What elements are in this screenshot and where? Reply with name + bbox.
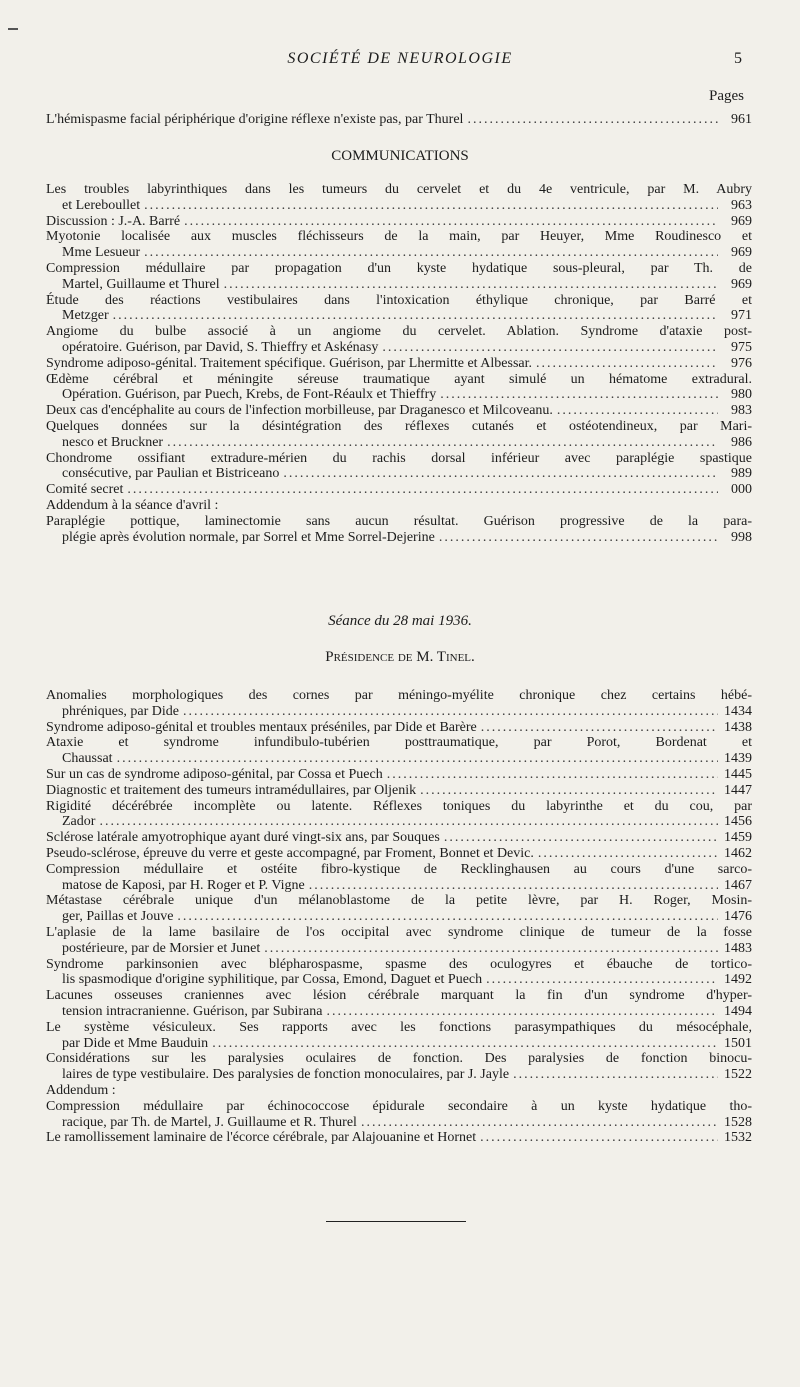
leader-dots xyxy=(309,878,718,894)
entry-text: Sur un cas de syndrome adiposo-génital, par Cossa et Puech xyxy=(46,766,383,782)
pages-column-label: Pages xyxy=(709,88,744,104)
entry-page: 969 xyxy=(731,245,752,261)
entry-text: et Lereboullet xyxy=(62,197,141,213)
entry-title-line: Anomalies morphologiques des cornes par méningo-myélite chronique chez certains hébé- xyxy=(46,688,752,703)
leader-dots xyxy=(382,340,718,356)
leader-dots xyxy=(439,530,718,546)
entry-page: 1434 xyxy=(724,703,752,719)
toc-entry xyxy=(46,1083,752,1099)
entry-text: Mme Lesueur xyxy=(62,245,141,261)
entry-text: Chaussat xyxy=(62,751,113,767)
entry-title-line: Lacunes osseuses craniennes avec lésion cérébrale marquant la fin d'un syndrome d'hyper- xyxy=(46,988,752,1004)
seance-entries-list xyxy=(46,688,752,1146)
entry-text: Syndrome adiposo-génital et troubles mentaux préséniles, par Dide et Barère xyxy=(46,719,477,735)
toc-entry xyxy=(46,893,752,925)
top-entry xyxy=(46,112,752,128)
entry-text: ger, Paillas et Jouve xyxy=(62,909,174,925)
toc-entry xyxy=(46,451,752,483)
entry-page: 998 xyxy=(731,529,752,545)
toc-entry xyxy=(46,783,752,799)
entry-page: 976 xyxy=(731,355,752,371)
toc-entry xyxy=(46,356,752,372)
entry-page: 1462 xyxy=(724,845,752,861)
entry-text: Discussion : J.-A. Barré xyxy=(46,213,181,229)
entry-page: 1467 xyxy=(724,877,752,893)
entry-title-line: Myotonie localisée aux muscles fléchisseurs de la main, par Heuyer, Mme Roudinesco et xyxy=(46,229,752,245)
entry-text: Martel, Guillaume et Thurel xyxy=(62,276,220,292)
leader-dots xyxy=(420,783,718,799)
entry-text: Le ramollissement laminaire de l'écorce cérébrale, par Alajouanine et Hornet xyxy=(46,1130,477,1146)
entry-text: tension intracranienne. Guérison, par Subirana xyxy=(62,1003,323,1019)
leader-dots xyxy=(536,356,718,372)
entry-page: 1532 xyxy=(724,1130,752,1146)
entry-text: nesco et Bruckner xyxy=(62,434,164,450)
toc-entry xyxy=(46,957,752,989)
entry-text: postérieure, par de Morsier et Junet xyxy=(62,940,261,956)
entry-text: lis spasmodique d'origine syphilitique, par Cossa, Emond, Daguet et Puech xyxy=(62,972,483,988)
entry-page: 969 xyxy=(731,213,752,229)
toc-entry xyxy=(46,498,752,514)
leader-dots xyxy=(183,704,718,720)
communications-list xyxy=(46,182,752,545)
entry-text: plégie après évolution normale, par Sorrel et Mme Sorrel-Dejerine xyxy=(62,529,435,545)
leader-dots xyxy=(444,830,718,846)
entry-title-line: Paraplégie pottique, laminectomie sans aucun résultat. Guérison progressive de la para- xyxy=(46,513,752,529)
entry-text: Diagnostic et traitement des tumeurs intramédullaires, par Oljenik xyxy=(46,782,417,798)
leader-dots xyxy=(361,1115,718,1131)
entry-title-line: Considérations sur les paralysies oculaires de fonction. Des paralysies de fonction binocu- xyxy=(46,1051,752,1067)
entry-title-line: Œdème cérébral et méningite séreuse traumatique ayant simulé un hématome extradural. xyxy=(46,371,752,387)
entry-text: Syndrome adiposo-génital. Traitement spécifique. Guérison, par Lhermitte et Albessar. xyxy=(46,355,533,371)
toc-entry xyxy=(46,988,752,1020)
toc-entry xyxy=(46,720,752,736)
entry-page: 989 xyxy=(731,466,752,482)
entry-text: par Dide et Mme Bauduin xyxy=(62,1035,209,1051)
toc-entry xyxy=(46,830,752,846)
entry-text: Addendum à la séance d'avril : xyxy=(46,497,219,513)
entry-page: 961 xyxy=(731,112,752,127)
toc-entry xyxy=(46,767,752,783)
toc-entry xyxy=(46,846,752,862)
entry-text: racique, par Th. de Martel, J. Guillaume et R. Thurel xyxy=(62,1114,357,1130)
entry-text: Opération. Guérison, par Puech, Krebs, de Font-Réaulx et Thieffry xyxy=(62,387,437,403)
toc-entry xyxy=(46,214,752,230)
entry-page: 1439 xyxy=(724,751,752,767)
toc-entry xyxy=(46,403,752,419)
running-head-title: SOCIÉTÉ DE NEUROLOGIE xyxy=(287,50,513,67)
entry-page: 963 xyxy=(731,197,752,213)
seance-heading: Séance du 28 mai 1936. xyxy=(328,613,472,629)
leader-dots xyxy=(486,972,718,988)
entry-title-line: Syndrome parkinsonien avec blépharospasme, spasme des oculogyres et ébauche de tortico- xyxy=(46,956,752,972)
leader-dots xyxy=(99,814,718,830)
toc-entry xyxy=(46,112,752,128)
entry-text: matose de Kaposi, par H. Roger et P. Vigne xyxy=(62,877,305,893)
toc-entry xyxy=(46,482,752,498)
toc-entry xyxy=(46,229,752,261)
margin-mark xyxy=(8,28,18,30)
entry-title-line: Angiome du bulbe associé à un angiome du cervelet. Ablation. Syndrome d'ataxie post- xyxy=(46,324,752,340)
entry-page: 1456 xyxy=(724,814,752,830)
leader-dots xyxy=(167,435,718,451)
closing-rule xyxy=(326,1221,466,1222)
toc-entry xyxy=(46,514,752,546)
toc-entry xyxy=(46,925,752,957)
toc-entry xyxy=(46,688,752,720)
entry-title-line: Les troubles labyrinthiques dans les tumeurs du cervelet et du 4e ventricule, par M. Aubry xyxy=(46,182,752,197)
entry-text: Deux cas d'encéphalite au cours de l'infection morbilleuse, par Draganesco et Milcoveanu. xyxy=(46,403,553,419)
entry-text: opératoire. Guérison, par David, S. Thieffry et Askénasy xyxy=(62,339,379,355)
leader-dots xyxy=(538,846,718,862)
leader-dots xyxy=(387,767,718,783)
entry-page: 971 xyxy=(731,308,752,324)
entry-text: Metzger xyxy=(62,308,109,324)
section-heading-communications: COMMUNICATIONS xyxy=(331,148,469,164)
entry-text: Sclérose latérale amyotrophique ayant duré vingt-six ans, par Souques xyxy=(46,830,440,846)
toc-entry xyxy=(46,862,752,894)
entry-page: 1438 xyxy=(724,719,752,735)
toc-entry xyxy=(46,1130,752,1146)
toc-entry xyxy=(46,1020,752,1052)
entry-page: 1528 xyxy=(724,1114,752,1130)
entry-page: 000 xyxy=(731,482,752,498)
toc-entry xyxy=(46,799,752,831)
toc-entry xyxy=(46,372,752,404)
entry-text: Addendum : xyxy=(46,1082,116,1098)
entry-title-line: L'aplasie de la lame basilaire de l'os occipital avec syndrome clinique de tumeur de la fosse xyxy=(46,924,752,940)
entry-text: consécutive, par Paulian et Bistriceano xyxy=(62,466,280,482)
leader-dots xyxy=(184,214,718,230)
entry-text: laires de type vestibulaire. Des paralysies de fonction monoculaires, par J. Jayle xyxy=(62,1067,510,1083)
leader-dots xyxy=(467,112,718,128)
leader-dots xyxy=(117,751,718,767)
entry-page: 986 xyxy=(731,434,752,450)
entry-text: Zador xyxy=(62,814,96,830)
leader-dots xyxy=(283,466,718,482)
entry-title-line: Quelques données sur la désintégration des réflexes cutanés et ostéotendineux, par Mari- xyxy=(46,418,752,434)
entry-title-line: Compression médullaire par propagation d'un kyste hydatique sous-pleural, par Th. de xyxy=(46,260,752,276)
entry-title-line: Ataxie et syndrome infundibulo-tubérien posttraumatique, par Porot, Bordenat et xyxy=(46,735,752,751)
leader-dots xyxy=(481,720,718,736)
entry-text: Pseudo-sclérose, épreuve du verre et geste accompagné, par Froment, Bonnet et Devic. xyxy=(46,845,534,861)
entry-page: 1492 xyxy=(724,972,752,988)
entry-title-line: Le système vésiculeux. Ses rapports avec les fonctions parasympathiques du mésocéphale, xyxy=(46,1019,752,1035)
leader-dots xyxy=(326,1004,718,1020)
toc-entry xyxy=(46,182,752,214)
leader-dots xyxy=(144,198,718,214)
entry-page: 1483 xyxy=(724,940,752,956)
toc-entry xyxy=(46,1099,752,1131)
entry-page: 980 xyxy=(731,387,752,403)
entry-page: 969 xyxy=(731,276,752,292)
leader-dots xyxy=(480,1130,718,1146)
page-number: 5 xyxy=(734,50,742,67)
leader-dots xyxy=(513,1067,718,1083)
leader-dots xyxy=(177,909,718,925)
entry-title-line: Rigidité décérébrée incomplète ou latente. Réflexes toniques du labyrinthe et du cou, par xyxy=(46,798,752,814)
leader-dots xyxy=(113,308,718,324)
entry-title-line: Compression médullaire et ostéite fibro-kystique de Recklinghausen au cours d'une sarco- xyxy=(46,861,752,877)
entry-title-line: Métastase cérébrale unique d'un mélanoblastome de la petite lèvre, par H. Roger, Mosin- xyxy=(46,893,752,909)
leader-dots xyxy=(440,387,718,403)
entry-page: 1476 xyxy=(724,909,752,925)
entry-title-line: Compression médullaire par échinococcose épidurale secondaire à un kyste hydatique tho- xyxy=(46,1098,752,1114)
entry-page: 1501 xyxy=(724,1035,752,1051)
presidence-heading: Présidence de M. Tinel. xyxy=(325,649,475,665)
leader-dots xyxy=(224,277,718,293)
entry-text: L'hémispasme facial périphérique d'origine réflexe n'existe pas, par Thurel xyxy=(46,112,464,127)
entry-page: 1459 xyxy=(724,830,752,846)
entry-text: phréniques, par Dide xyxy=(62,703,180,719)
entry-page: 983 xyxy=(731,403,752,419)
entry-title-line: Étude des réactions vestibulaires dans l'intoxication éthylique chronique, par Barré et xyxy=(46,292,752,308)
entry-page: 1494 xyxy=(724,1003,752,1019)
toc-entry xyxy=(46,261,752,293)
toc-entry xyxy=(46,293,752,325)
leader-dots xyxy=(144,245,718,261)
entry-page: 1447 xyxy=(724,782,752,798)
leader-dots xyxy=(264,941,718,957)
leader-dots xyxy=(557,403,718,419)
entry-text: Comité secret xyxy=(46,482,124,498)
leader-dots xyxy=(127,482,718,498)
running-head xyxy=(0,50,800,72)
toc-entry xyxy=(46,735,752,767)
toc-entry xyxy=(46,1051,752,1083)
entry-page: 975 xyxy=(731,339,752,355)
entry-title-line: Chondrome ossifiant extradure-mérien du rachis dorsal inférieur avec paraplégie spastique xyxy=(46,450,752,466)
leader-dots xyxy=(212,1036,718,1052)
toc-entry xyxy=(46,419,752,451)
entry-page: 1522 xyxy=(724,1067,752,1083)
toc-entry xyxy=(46,324,752,356)
entry-page: 1445 xyxy=(724,766,752,782)
